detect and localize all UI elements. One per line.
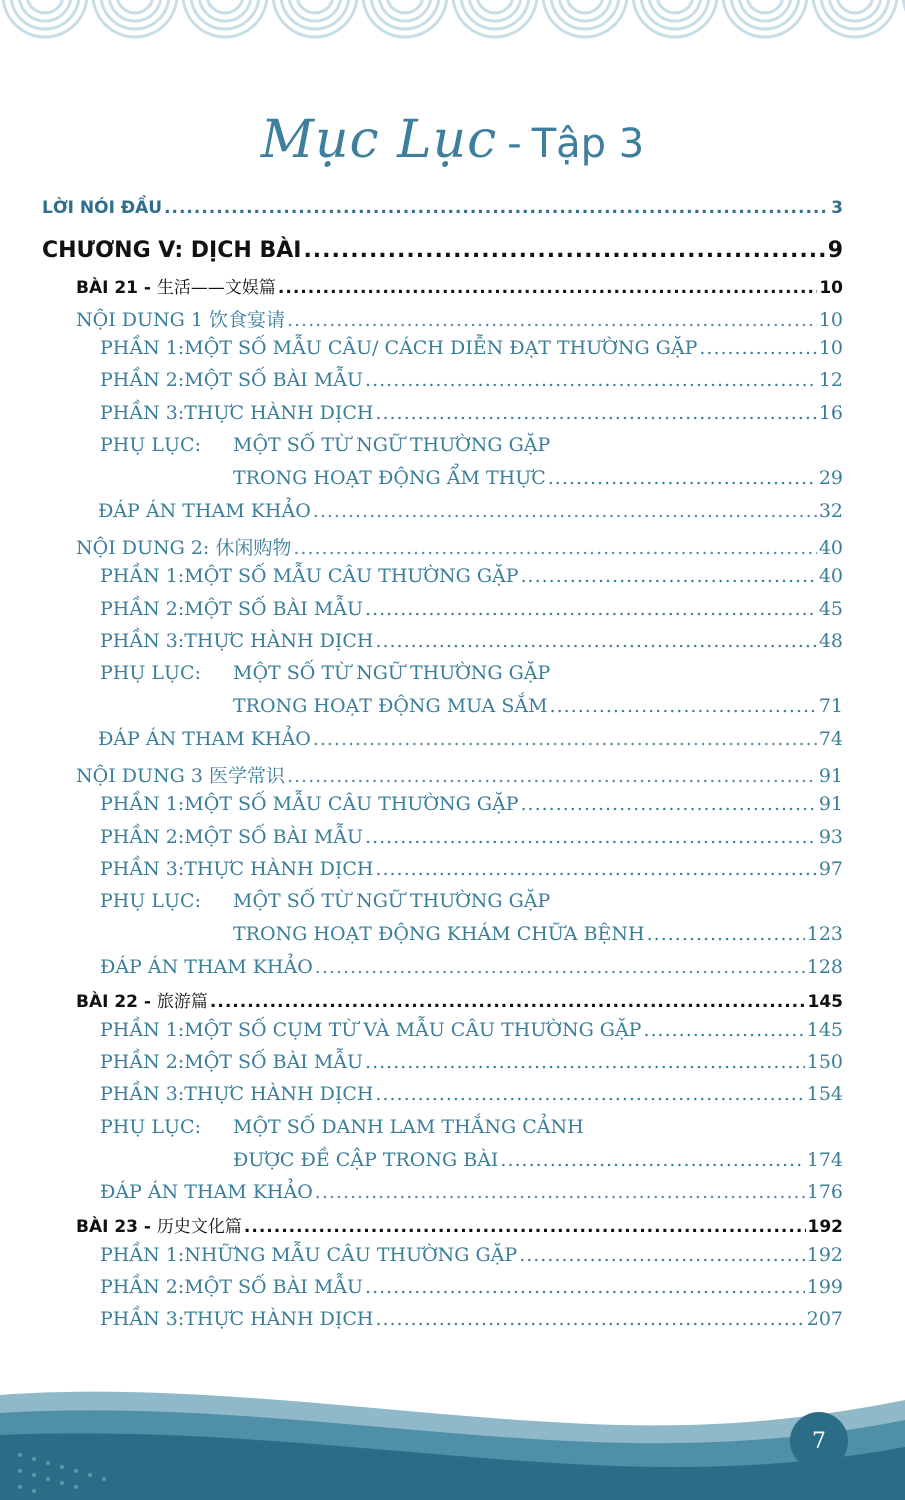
toc-entry-part[interactable]: [100, 1051, 843, 1073]
toc-entry-preface[interactable]: [42, 198, 843, 218]
toc-label: MỘT SỐ BÀI MẪU: [184, 1276, 364, 1298]
toc-label: MỘT SỐ BÀI MẪU: [184, 369, 364, 391]
toc-label: TRONG HOẠT ĐỘNG KHÁM CHỮA BỆNH: [233, 923, 645, 945]
toc-label: THỰC HÀNH DỊCH: [184, 1308, 374, 1330]
toc-prefix: PHẦN 3:: [100, 1083, 185, 1105]
toc-page: 29: [818, 467, 843, 489]
toc-entry-appendix-cont[interactable]: [233, 467, 843, 489]
toc-prefix: PHẦN 1:: [100, 337, 185, 359]
toc-page: 145: [807, 992, 843, 1012]
toc-label: THỰC HÀNH DỊCH: [184, 402, 374, 424]
toc-page: 71: [818, 695, 843, 717]
toc-page: 16: [818, 402, 843, 424]
toc-entry-content-3[interactable]: [76, 761, 843, 788]
toc-prefix: PHẦN 3:: [100, 858, 185, 880]
dot-leader: [375, 858, 816, 880]
toc-entry-part[interactable]: [100, 630, 843, 652]
toc-entry-answers[interactable]: [98, 500, 843, 522]
toc-prefix: PHẦN 3:: [100, 1308, 185, 1330]
dot-leader: [500, 1149, 804, 1171]
dot-leader: [375, 630, 816, 652]
toc-page: 97: [818, 858, 843, 880]
toc-label: CHƯƠNG V: DỊCH BÀI: [42, 238, 302, 263]
dot-leader: [647, 923, 805, 945]
dot-leader: [365, 1051, 805, 1073]
title-script: Mục Lục: [260, 110, 498, 170]
dot-leader: [550, 695, 817, 717]
toc-prefix: PHỤ LỤC:: [100, 1116, 201, 1138]
toc-prefix: PHẦN 1:: [100, 565, 185, 587]
toc-entry-part[interactable]: [100, 565, 843, 587]
dot-leader: [365, 1276, 805, 1298]
toc-page: 10: [819, 278, 843, 298]
dot-leader: [365, 598, 817, 620]
toc-label: THỰC HÀNH DỊCH: [184, 630, 374, 652]
toc-label: MỘT SỐ DANH LAM THẮNG CẢNH: [233, 1116, 584, 1138]
toc-entry-lesson-22[interactable]: [76, 987, 843, 1012]
toc-page: 40: [818, 565, 843, 587]
toc-entry-answers[interactable]: [100, 956, 843, 978]
toc-prefix: PHẦN 1:: [100, 1244, 185, 1266]
toc-page: 45: [818, 598, 843, 620]
toc-entry-answers[interactable]: [100, 1181, 843, 1203]
toc-entry-appendix[interactable]: [100, 434, 843, 456]
toc-label: MỘT SỐ MẪU CÂU/ CÁCH DIỄN ĐẠT THƯỜNG GẶP: [184, 337, 698, 359]
dot-leader: [548, 467, 817, 489]
dot-leader: [365, 826, 817, 848]
toc-label: MỘT SỐ MẪU CÂU THƯỜNG GẶP: [184, 565, 519, 587]
dot-leader: [519, 1244, 805, 1266]
toc-label: THỰC HÀNH DỊCH: [184, 1083, 374, 1105]
toc-label: BÀI 21 - 生活——文娱篇: [76, 278, 276, 298]
dot-leader: [315, 1181, 805, 1203]
toc-page: 91: [818, 765, 843, 787]
dot-leader: [244, 1217, 806, 1237]
toc-label: THỰC HÀNH DỊCH: [184, 858, 374, 880]
toc-entry-lesson-21[interactable]: [76, 273, 843, 298]
toc-prefix: PHỤ LỤC:: [100, 434, 201, 456]
toc-prefix: PHỤ LỤC:: [100, 662, 201, 684]
toc-prefix: PHẦN 2:: [100, 826, 185, 848]
dot-leader: [365, 369, 817, 391]
toc-page: 48: [818, 630, 843, 652]
toc-page: 91: [818, 793, 843, 815]
toc-page: 3: [831, 198, 843, 218]
toc-label: MỘT SỐ BÀI MẪU: [184, 1051, 364, 1073]
toc-label: MỘT SỐ MẪU CÂU THƯỜNG GẶP: [184, 793, 519, 815]
toc-prefix: PHẦN 1:: [100, 793, 185, 815]
toc-prefix: PHẦN 2:: [100, 598, 185, 620]
toc-page: 176: [806, 1181, 843, 1203]
dot-leader: [315, 956, 805, 978]
dot-leader: [313, 500, 817, 522]
dot-leader: [287, 765, 817, 787]
toc-prefix: PHẦN 3:: [100, 630, 185, 652]
toc-entry-part[interactable]: [100, 337, 843, 359]
toc-prefix: PHẦN 1:: [100, 1019, 185, 1041]
toc-prefix: PHẦN 2:: [100, 1276, 185, 1298]
toc-page: 123: [806, 923, 843, 945]
toc-entry-appendix[interactable]: [100, 1116, 843, 1138]
toc-label: ĐÁP ÁN THAM KHẢO: [98, 500, 311, 522]
toc-page: 192: [806, 1244, 843, 1266]
title-dash: -: [507, 121, 522, 167]
toc-label: NỘI DUNG 3 医学常识: [76, 765, 285, 787]
toc-label: MỘT SỐ CỤM TỪ VÀ MẪU CÂU THƯỜNG GẶP: [184, 1019, 642, 1041]
toc-entry-part[interactable]: [100, 1019, 843, 1041]
toc-page: 145: [806, 1019, 843, 1041]
toc-label: BÀI 23 - 历史文化篇: [76, 1217, 242, 1237]
toc-entry-content-1[interactable]: [76, 305, 843, 332]
dot-leader: [287, 309, 817, 331]
dot-leader: [699, 337, 816, 359]
toc-page: 74: [818, 728, 843, 750]
dot-leader: [521, 793, 817, 815]
toc-label: NỘI DUNG 1 饮食宴请: [76, 309, 285, 331]
toc-label: MỘT SỐ TỪ NGỮ THƯỜNG GẶP: [233, 890, 551, 912]
toc-label: MỘT SỐ TỪ NGỮ THƯỜNG GẶP: [233, 434, 551, 456]
dot-leader: [303, 238, 825, 263]
dot-leader: [375, 402, 816, 424]
dot-leader: [278, 278, 817, 298]
toc-label: BÀI 22 - 旅游篇: [76, 992, 208, 1012]
toc-entry-appendix[interactable]: [100, 890, 843, 912]
toc-entry-part[interactable]: [100, 1308, 843, 1330]
bottom-wave-decoration: [0, 1385, 905, 1500]
toc-prefix: PHẦN 2:: [100, 1051, 185, 1073]
dot-leader: [313, 728, 817, 750]
toc-entry-part[interactable]: [100, 1276, 843, 1298]
toc-page: 40: [818, 537, 843, 559]
toc-label: ĐÁP ÁN THAM KHẢO: [98, 728, 311, 750]
title-volume: Tập 3: [531, 121, 645, 167]
toc-page: 128: [806, 956, 843, 978]
toc-entry-part[interactable]: [100, 793, 843, 815]
toc-label: NỘI DUNG 2: 休闲购物: [76, 537, 292, 559]
toc-label: MỘT SỐ BÀI MẪU: [184, 598, 364, 620]
toc-entry-part[interactable]: [100, 858, 843, 880]
toc-label: ĐƯỢC ĐỀ CẬP TRONG BÀI: [233, 1149, 499, 1171]
dot-leader: [375, 1308, 804, 1330]
toc-entry-part[interactable]: [100, 1244, 843, 1266]
toc-entry-appendix-cont[interactable]: [233, 695, 843, 717]
toc-page: 10: [818, 337, 843, 359]
toc-page: 12: [818, 369, 843, 391]
toc-label: ĐÁP ÁN THAM KHẢO: [100, 1181, 313, 1203]
dot-leader: [293, 537, 816, 559]
toc-page: 192: [807, 1217, 843, 1237]
toc-page: 150: [806, 1051, 843, 1073]
toc-page: 10: [818, 309, 843, 331]
toc-entry-part[interactable]: [100, 598, 843, 620]
toc-label: ĐÁP ÁN THAM KHẢO: [100, 956, 313, 978]
toc-prefix: PHẦN 2:: [100, 369, 185, 391]
toc-label: LỜI NÓI ĐẦU: [42, 198, 163, 218]
toc-label: TRONG HOẠT ĐỘNG ẨM THỰC: [233, 467, 546, 489]
dot-leader: [210, 992, 806, 1012]
toc-entry-appendix[interactable]: [100, 662, 843, 684]
toc-page: 93: [818, 826, 843, 848]
toc-page: 154: [806, 1083, 843, 1105]
dot-leader: [643, 1019, 804, 1041]
toc-entry-part[interactable]: [100, 826, 843, 848]
toc-entry-part[interactable]: [100, 369, 843, 391]
toc-page: 207: [806, 1308, 843, 1330]
toc-label: MỘT SỐ TỪ NGỮ THƯỜNG GẶP: [233, 662, 551, 684]
toc-entry-answers[interactable]: [98, 728, 843, 750]
toc-entry-part[interactable]: [100, 402, 843, 424]
dot-leader: [375, 1083, 804, 1105]
toc-page: 199: [806, 1276, 843, 1298]
toc-entry-part[interactable]: [100, 1083, 843, 1105]
toc-prefix: PHẦN 3:: [100, 402, 185, 424]
toc-entry-chapter[interactable]: [42, 238, 843, 263]
toc-entry-appendix-cont[interactable]: [233, 1149, 843, 1171]
toc-label: NHỮNG MẪU CÂU THƯỜNG GẶP: [184, 1244, 518, 1266]
toc-entry-lesson-23[interactable]: [76, 1212, 843, 1237]
toc-label: MỘT SỐ BÀI MẪU: [184, 826, 364, 848]
page-number-badge: 7: [790, 1412, 848, 1470]
toc-entry-content-2[interactable]: [76, 533, 843, 560]
dot-leader: [164, 198, 829, 218]
toc-page: 32: [818, 500, 843, 522]
toc-page: 9: [827, 238, 843, 263]
toc-entry-appendix-cont[interactable]: [233, 923, 843, 945]
toc-label: TRONG HOẠT ĐỘNG MUA SẮM: [233, 695, 548, 717]
toc-page: 174: [806, 1149, 843, 1171]
dot-leader: [521, 565, 817, 587]
toc-prefix: PHỤ LỤC:: [100, 890, 201, 912]
